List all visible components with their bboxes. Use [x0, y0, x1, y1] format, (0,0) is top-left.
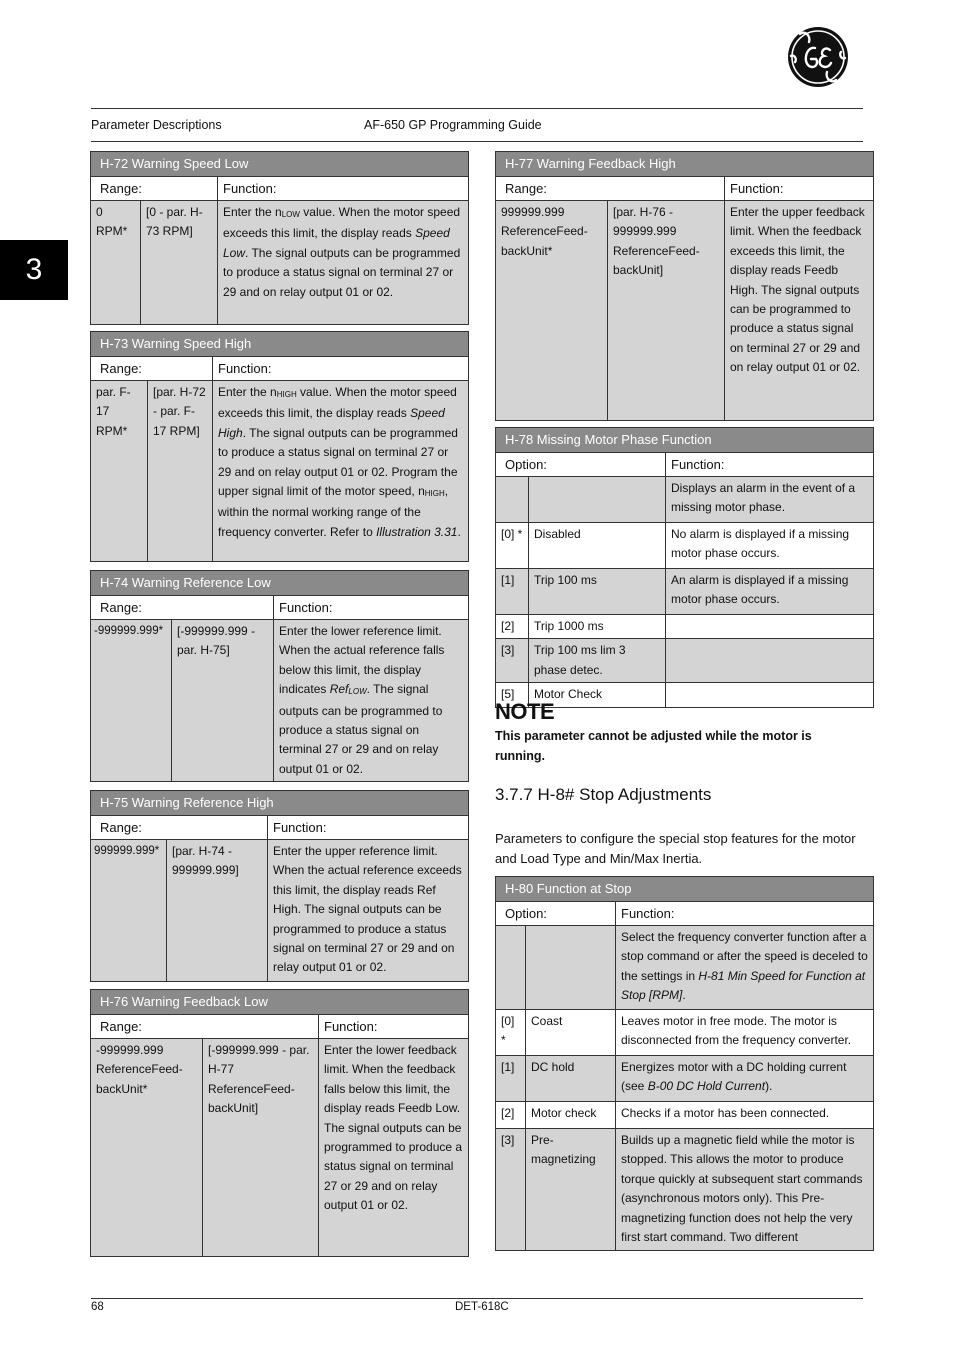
function-text: Enter the lower reference limit. When the actual reference falls below this limit, the display indicates Ref$_{LOW}$. The signal outputs can be programmed to produce a status signal on terminal 27 or 29 and on relay output 01 or 02.: [274, 620, 469, 782]
document-code: DET-618C: [455, 1301, 509, 1313]
param-table-h72: [90, 151, 469, 325]
option-code: [1]: [496, 1056, 526, 1102]
option-name: Disabled: [529, 523, 666, 569]
param-table-h78: [495, 427, 874, 708]
function-label: Function:: [279, 600, 333, 615]
range-value: [par. H-74 - 999999.999]: [167, 840, 268, 982]
option-row: [496, 615, 874, 639]
option-desc: No alarm is displayed if a missing motor phase occurs.: [666, 523, 874, 569]
range-value: [-999999.999 - par. H-77 ReferenceFeed-backUnit]: [203, 1039, 319, 1257]
option-code: [0] *: [496, 1010, 526, 1056]
range-label: Range:: [100, 1019, 142, 1034]
param-table-h76: [90, 989, 469, 1257]
range-value: [par. H-72 - par. F-17 RPM]: [148, 381, 213, 562]
option-name: Pre-magnetizing: [526, 1129, 616, 1251]
function-text: Enter the lower feedback limit. When the feedback falls below this limit, the display reads Feedb Low. The signal outputs can be programmed to produce a status signal on terminal 27 or 29 and on relay output 01 or 02.: [319, 1039, 469, 1257]
option-code: [0] *: [496, 523, 529, 569]
default-value: -999999.999 ReferenceFeed-backUnit*: [91, 1039, 203, 1257]
function-text: Displays an alarm in the event of a missing motor phase.: [666, 477, 874, 523]
option-code: [3]: [496, 639, 529, 683]
option-name: Coast: [526, 1010, 616, 1056]
function-text: Enter the upper reference limit. When the actual reference exceeds this limit, the display reads Ref High. The signal outputs can be programmed to produce a status signal on terminal 27 or 29 and on relay output 01 or 02.: [268, 840, 469, 982]
option-code: [3]: [496, 1129, 526, 1251]
option-name: Trip 100 ms lim 3 phase detec.: [529, 639, 666, 683]
function-label: Function:: [218, 361, 272, 376]
header-rule-bottom: [91, 141, 863, 142]
range-value: [-999999.999 - par. H-75]: [172, 620, 274, 782]
range-label: Range:: [100, 361, 142, 376]
option-desc: [666, 683, 874, 707]
page-number: 68: [91, 1301, 104, 1313]
param-table-h74: [90, 570, 469, 782]
function-label: Function:: [621, 906, 675, 921]
range-value: [0 - par. H-73 RPM]: [141, 201, 218, 325]
option-desc: [666, 639, 874, 683]
option-label: Option:: [505, 906, 547, 921]
option-desc: [666, 615, 874, 639]
option-name: DC hold: [526, 1056, 616, 1102]
chapter-tab: 3: [0, 240, 68, 300]
param-title: H-75 Warning Reference High: [91, 791, 469, 816]
function-label: Function:: [730, 181, 784, 196]
option-row: [496, 639, 874, 683]
note-text: This parameter cannot be adjusted while the motor is running.: [495, 729, 812, 763]
range-value: [par. H-76 - 999999.999 ReferenceFeed-backUnit]: [608, 201, 725, 421]
option-name: Trip 100 ms: [529, 569, 666, 615]
param-title: H-74 Warning Reference Low: [91, 571, 469, 596]
param-title: H-76 Warning Feedback Low: [91, 990, 469, 1015]
option-desc: An alarm is displayed if a missing motor phase occurs.: [666, 569, 874, 615]
option-desc: Builds up a magnetic field while the motor is stopped. This allows the motor to produce torque quickly at subsequent start commands (asynchronous motors only). This Pre-magnetizing function does not help the very first start command. Two different: [616, 1129, 874, 1251]
range-label: Range:: [100, 820, 142, 835]
option-code: [1]: [496, 569, 529, 615]
default-value: 999999.999*: [91, 840, 167, 982]
option-name: Trip 1000 ms: [529, 615, 666, 639]
param-title: H-80 Function at Stop: [496, 877, 874, 902]
option-row: [496, 1010, 874, 1056]
param-table-h80: [495, 876, 874, 1251]
range-label: Range:: [100, 181, 142, 196]
param-title: H-77 Warning Feedback High: [496, 152, 874, 177]
param-title: H-73 Warning Speed High: [91, 332, 469, 357]
header-guide-title: AF-650 GP Programming Guide: [364, 118, 542, 132]
default-value: 0 RPM*: [91, 201, 141, 325]
option-desc: Energizes motor with a DC holding current (see B-00 DC Hold Current).: [616, 1056, 874, 1102]
param-title: H-78 Missing Motor Phase Function: [496, 428, 874, 453]
param-table-h77: [495, 151, 874, 421]
option-name: Motor check: [526, 1102, 616, 1129]
function-text: Enter the $n_{HIGH}$ value. When the motor speed exceeds this limit, the display reads Speed High. The signal outputs can be programmed to produce a status signal on terminal 27 or 29 and on relay output 01 or 02. Program the upper signal limit of the motor speed, $n_{HIGH}$, within the normal working range of the frequency converter. Refer to Illustration 3.31.: [213, 381, 469, 562]
option-label: Option:: [505, 457, 547, 472]
function-text: Select the frequency converter function after a stop command or after the speed is deceled to the settings in H-81 Min Speed for Function at Stop [RPM].: [616, 926, 874, 1010]
option-desc: Checks if a motor has been connected.: [616, 1102, 874, 1129]
header-section-title: Parameter Descriptions: [91, 118, 222, 132]
param-table-h73: [90, 331, 469, 562]
option-row: [496, 1056, 874, 1102]
option-row: [496, 569, 874, 615]
function-label: Function:: [273, 820, 327, 835]
range-label: Range:: [505, 181, 547, 196]
option-code: [2]: [496, 1102, 526, 1129]
param-title: H-72 Warning Speed Low: [91, 152, 469, 177]
function-label: Function:: [671, 457, 725, 472]
section-title: 3.7.7 H-8# Stop Adjustments: [495, 785, 712, 804]
function-text: Enter the $n_{LOW}$ value. When the motor speed exceeds this limit, the display reads Speed Low. The signal outputs can be programmed to produce a status signal on terminal 27 or 29 and on relay output 01 or 02.: [218, 201, 469, 325]
note-heading: NOTE: [495, 699, 555, 724]
option-code: [5]: [496, 683, 529, 707]
option-row: [496, 1129, 874, 1251]
range-label: Range:: [100, 600, 142, 615]
option-row: [496, 523, 874, 569]
param-table-h75: [90, 790, 469, 982]
option-desc: Leaves motor in free mode. The motor is disconnected from the frequency converter.: [616, 1010, 874, 1056]
default-value: par. F-17 RPM*: [91, 381, 148, 562]
default-value: 999999.999 ReferenceFeed-backUnit*: [496, 201, 608, 421]
function-text: Enter the upper feedback limit. When the feedback exceeds this limit, the display reads Feedb High. The signal outputs can be programmed to produce a status signal on terminal 27 or 29 and on relay output 01 or 02.: [725, 201, 874, 421]
ge-logo-icon: [787, 26, 849, 88]
option-row: [496, 1102, 874, 1129]
function-label: Function:: [324, 1019, 378, 1034]
option-code: [2]: [496, 615, 529, 639]
function-label: Function:: [223, 181, 277, 196]
option-name: Motor Check: [529, 683, 666, 707]
section-text: Parameters to configure the special stop features for the motor and Load Type and Min/Max Inertia.: [495, 831, 856, 866]
footer-rule: [91, 1298, 863, 1299]
header-rule: [91, 108, 863, 109]
default-value: -999999.999*: [91, 620, 172, 782]
